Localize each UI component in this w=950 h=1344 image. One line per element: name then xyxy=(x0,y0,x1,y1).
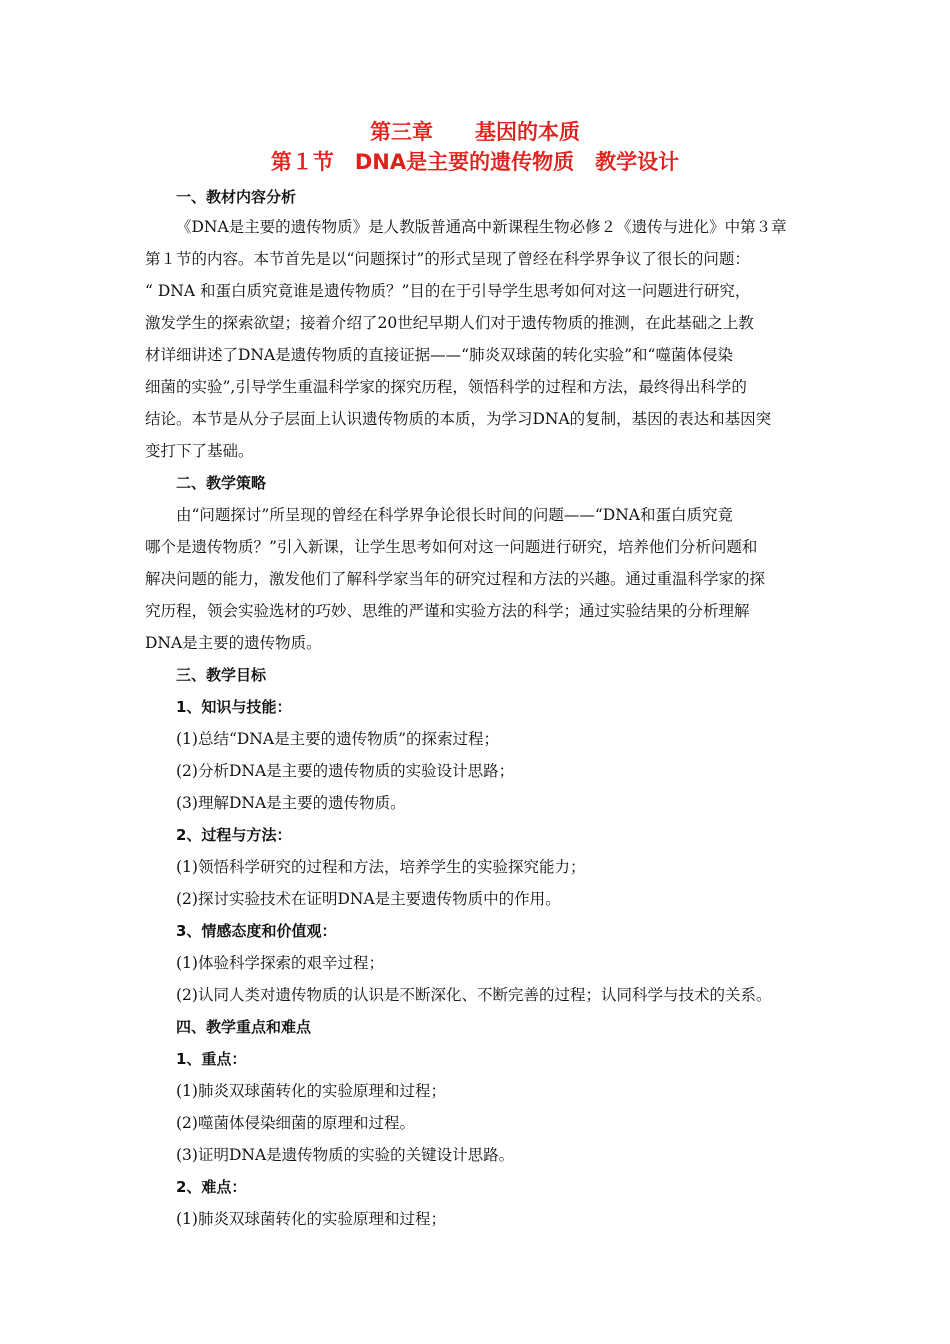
paragraph-line: 解决问题的能力，激发他们了解科学家当年的研究过程和方法的兴趣。通过重温科学家的探 xyxy=(145,570,766,588)
list-item: (2)噬菌体侵染细菌的原理和过程。 xyxy=(176,1114,415,1132)
paragraph-line: 细菌的实验”,引导学生重温科学家的探究历程，领悟科学的过程和方法，最终得出科学的 xyxy=(145,378,747,396)
list-item: (1)肺炎双球菌转化的实验原理和过程； xyxy=(176,1210,446,1228)
paragraph-line: 激发学生的探索欲望；接着介绍了20世纪早期人们对于遗传物质的推测，在此基础之上教 xyxy=(145,314,754,332)
paragraph-line: 究历程，领会实验选材的巧妙、思维的严谨和实验方法的科学；通过实验结果的分析理解 xyxy=(145,602,750,620)
paragraph-line: “ DNA 和蛋白质究竟谁是遗传物质？”目的在于引导学生思考如何对这一问题进行研究， xyxy=(145,282,751,300)
paragraph-line: 结论。本节是从分子层面上认识遗传物质的本质，为学习DNA的复制，基因的表达和基因突 xyxy=(145,410,772,428)
section-title: 第１节 DNA是主要的遗传物质 教学设计 xyxy=(270,150,680,174)
paragraph-line: 由“问题探讨”所呈现的曾经在科学界争论很长时间的问题——“DNA和蛋白质究竟 xyxy=(176,506,733,524)
paragraph-line: 哪个是遗传物质？”引入新课，让学生思考如何对这一问题进行研究，培养他们分析问题和 xyxy=(145,538,758,556)
section-4-heading: 四、教学重点和难点 xyxy=(176,1018,312,1036)
list-item: (2)分析DNA是主要的遗传物质的实验设计思路； xyxy=(176,762,515,780)
goal-2-heading: 2、过程与方法： xyxy=(176,826,292,844)
section-1-heading: 一、教材内容分析 xyxy=(176,188,297,206)
section-3-heading: 三、教学目标 xyxy=(176,666,267,684)
list-item: (3)理解DNA是主要的遗传物质。 xyxy=(176,794,406,812)
list-item: (1)领悟科学研究的过程和方法，培养学生的实验探究能力； xyxy=(176,858,586,876)
paragraph-line: 材详细讲述了DNA是遗传物质的直接证据——“肺炎双球菌的转化实验”和“噬菌体侵染 xyxy=(145,346,733,364)
goal-1-heading: 1、知识与技能： xyxy=(176,698,292,716)
paragraph-line: DNA是主要的遗传物质。 xyxy=(145,634,322,652)
paragraph-line: 第１节的内容。本节首先是以“问题探讨”的形式呈现了曾经在科学界争议了很长的问题： xyxy=(145,250,750,268)
chapter-title: 第三章 基因的本质 xyxy=(370,120,580,144)
paragraph-line: 《DNA是主要的遗传物质》是人教版普通高中新课程生物必修２《遗传与进化》中第３章 xyxy=(176,218,787,236)
goal-3-heading: 3、情感态度和价值观： xyxy=(176,922,337,940)
list-item: (1)总结“DNA是主要的遗传物质”的探索过程； xyxy=(176,730,499,748)
list-item: (1)肺炎双球菌转化的实验原理和过程； xyxy=(176,1082,446,1100)
list-item: (1)体验科学探索的艰辛过程； xyxy=(176,954,384,972)
section-2-heading: 二、教学策略 xyxy=(176,474,267,492)
difficult-points-heading: 2、难点： xyxy=(176,1178,247,1196)
paragraph-line: 变打下了基础。 xyxy=(145,442,254,460)
list-item: (2)认同人类对遗传物质的认识是不断深化、不断完善的过程；认同科学与技术的关系。 xyxy=(176,986,772,1004)
list-item: (3)证明DNA是遗传物质的实验的关键设计思路。 xyxy=(176,1146,515,1164)
key-points-heading: 1、重点： xyxy=(176,1050,247,1068)
list-item: (2)探讨实验技术在证明DNA是主要遗传物质中的作用。 xyxy=(176,890,561,908)
